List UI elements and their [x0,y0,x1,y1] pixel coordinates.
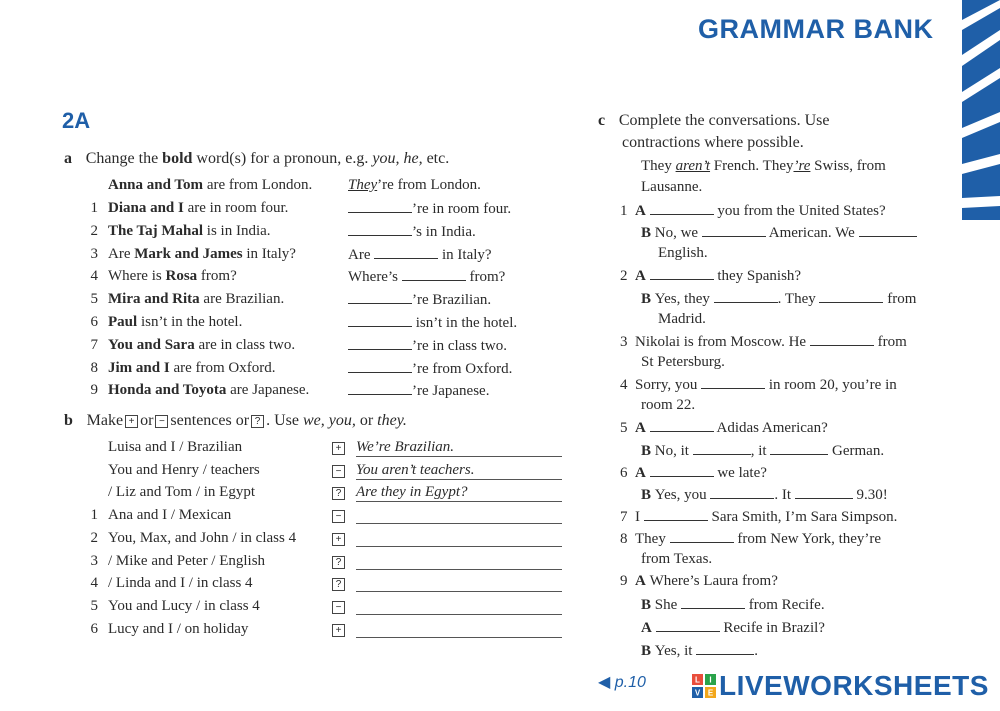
exercise-a-letter: a [64,150,72,167]
answer-blank[interactable] [650,267,714,280]
exercise-c-item-6-a: 6 A we late? [620,465,767,481]
answer-blank[interactable] [348,291,412,304]
page-reference-link[interactable]: ◀ p.10 [598,674,646,691]
item-number: 2 [90,530,98,546]
item-number: 1 [90,200,98,216]
sentence-type-symbol-icon: − [332,601,345,614]
exercise-a-item-prompt: 8 Jim and I are from Oxford. [86,360,275,377]
exercise-c-item-2-b: B Yes, they . They from [641,291,917,307]
exercise-c-item-1-b-line2: English. [658,245,708,261]
item-number: 5 [90,598,98,614]
item-number: 7 [90,337,98,353]
exercise-c-item-9-a: 9 A Where’s Laura from? [620,573,778,589]
svg-text:V: V [694,688,701,698]
exercise-b-example-answer: We’re Brazilian. [356,439,562,457]
answer-line[interactable] [356,553,562,570]
exercise-c-item-2-b-line2: Madrid. [658,311,706,327]
exercise-a-example-prompt: Anna and Tom are from London. [108,177,313,193]
item-number: 4 [90,575,98,591]
exercise-c-item-3-line2: St Petersburg. [641,354,725,370]
exercise-c-item-6-b: B Yes, you . It 9.30! [641,487,888,503]
answer-blank[interactable] [710,486,774,499]
sentence-type-symbol-icon: ? [332,556,345,569]
svg-text:E: E [707,688,714,698]
answer-blank[interactable] [348,360,412,373]
exercise-a-item-prompt: 1 Diana and I are in room four. [86,200,288,217]
liveworksheets-logo-text: LIVEWORKSHEETS [719,670,989,701]
answer-blank[interactable] [819,290,883,303]
question-symbol-icon: ? [251,415,264,428]
item-number: 2 [90,223,98,239]
exercise-a-item-answer: ’re in class two. [348,337,507,355]
exercise-a-item-prompt: 4 Where is Rosa from? [86,268,237,285]
sentence-type-symbol-icon: + [332,624,345,637]
exercise-c-item-4-line2: room 22. [641,397,696,413]
answer-blank[interactable] [696,642,754,655]
answer-blank[interactable] [374,246,438,259]
exercise-c-example-line2: Lausanne. [641,179,703,195]
liveworksheets-logo-icon [692,674,716,698]
answer-blank[interactable] [348,200,412,213]
answer-blank[interactable] [859,224,917,237]
exercise-a-item-answer: ’re Brazilian. [348,291,491,309]
exercise-c-item-7: 7 I Sara Smith, I’m Sara Simpson. [620,509,898,525]
answer-blank[interactable] [670,530,734,543]
exercise-c-item-9-b2: B Yes, it . [641,643,758,659]
section-number: 2A [62,108,91,133]
exercise-c-item-8-line2: from Texas. [641,551,713,567]
exercise-a-item-prompt: 3 Are Mark and James in Italy? [86,246,296,263]
answer-line[interactable] [356,530,562,547]
exercise-c-letter: c [598,112,606,129]
answer-blank[interactable] [650,202,714,215]
sentence-type-symbol-icon: ? [332,487,345,500]
svg-text:I: I [709,675,712,685]
exercise-b-example-answer: Are they in Egypt? [356,484,562,502]
answer-blank[interactable] [795,486,853,499]
exercise-c-item-5-a: 5 A Adidas American? [620,420,828,436]
exercise-c-item-3: 3 Nikolai is from Moscow. He from [620,334,907,350]
answer-line[interactable] [356,621,562,638]
exercise-a-item-prompt: 9 Honda and Toyota are Japanese. [86,382,309,399]
sentence-type-symbol-icon: + [332,442,345,455]
exercise-a-item-answer: ’re from Oxford. [348,360,512,378]
answer-blank[interactable] [714,290,778,303]
sentence-type-symbol-icon: − [332,465,345,478]
item-number: 8 [90,360,98,376]
item-number: 6 [90,621,98,637]
answer-blank[interactable] [348,314,412,327]
exercise-c-item-5-b: B No, it , it German. [641,443,885,459]
exercise-a-item-prompt: 6 Paul isn’t in the hotel. [86,314,242,331]
answer-blank[interactable] [681,596,745,609]
svg-text:L: L [695,675,700,685]
sentence-type-symbol-icon: ? [332,578,345,591]
answer-blank[interactable] [348,223,412,236]
exercise-c-item-1-a: 1 A you from the United States? [620,203,886,219]
answer-blank[interactable] [656,619,720,632]
exercise-a-item-answer: ’re Japanese. [348,382,489,400]
exercise-c-item-9-b: B She from Recife. [641,597,825,613]
answer-blank[interactable] [650,464,714,477]
page-header-title: GRAMMAR BANK [698,14,934,44]
answer-blank[interactable] [701,376,765,389]
decorative-rays-graphic [962,0,1000,220]
exercise-a-instruction: a Change the bold word(s) for a pronoun, e.g. you, he, etc. [64,150,450,167]
item-number: 9 [90,382,98,398]
exercise-b-example-answer: You aren’t teachers. [356,462,562,480]
exercise-c-item-4: 4 Sorry, you in room 20, you’re in [620,377,897,393]
exercise-c-item-9-a2: A Recife in Brazil? [641,620,825,636]
item-number: 3 [90,246,98,262]
answer-blank[interactable] [702,224,766,237]
exercise-c-item-8: 8 They from New York, they’re [620,531,882,547]
plus-symbol-icon: + [125,415,138,428]
sentence-type-symbol-icon: − [332,510,345,523]
exercise-c-item-1-b: B No, we American. We [641,224,917,242]
exercise-c-instruction: c Complete the conversations. Use contractions where possible. [598,112,830,151]
answer-blank[interactable] [650,419,714,432]
answer-line[interactable] [356,507,562,524]
answer-blank[interactable] [402,268,466,281]
minus-symbol-icon: − [155,415,168,428]
answer-line[interactable] [356,598,562,615]
exercise-a-item-prompt: 7 You and Sara are in class two. [86,337,295,354]
item-number: 1 [90,507,98,523]
exercise-c-example-line1: They aren’t French. They’re Swiss, from [641,158,886,174]
exercise-a-item-answer: ’re in room four. [348,200,511,218]
answer-line[interactable] [356,575,562,592]
exercise-a-item-answer: ’s in India. [348,223,476,241]
answer-blank[interactable] [348,337,412,350]
exercise-b-letter: b [64,412,73,429]
exercise-a-example-answer: They’re from London. [348,177,481,193]
exercise-a-item-answer: isn’t in the hotel. [348,314,517,332]
exercise-a-item-prompt: 2 The Taj Mahal is in India. [86,223,271,240]
item-number: 6 [90,314,98,330]
exercise-c-item-2-a: 2 A they Spanish? [620,268,802,284]
sentence-type-symbol-icon: + [332,533,345,546]
answer-blank[interactable] [644,508,708,521]
answer-blank[interactable] [810,333,874,346]
item-number: 3 [90,553,98,569]
exercise-b-instruction: b Make + or − sentences or ? . Use we, you, or they. [64,412,407,429]
exercise-a-item-prompt: 5 Mira and Rita are Brazilian. [86,291,284,308]
arrow-left-icon: ◀ [598,674,611,691]
answer-blank[interactable] [770,442,828,455]
item-number: 5 [90,291,98,307]
exercise-a-item-answer: Where’s from? [348,269,506,285]
liveworksheets-logo [692,670,989,702]
answer-blank[interactable] [348,382,412,395]
item-number: 4 [90,268,98,284]
exercise-a-item-answer: Are in Italy? [348,247,492,263]
answer-blank[interactable] [693,442,751,455]
